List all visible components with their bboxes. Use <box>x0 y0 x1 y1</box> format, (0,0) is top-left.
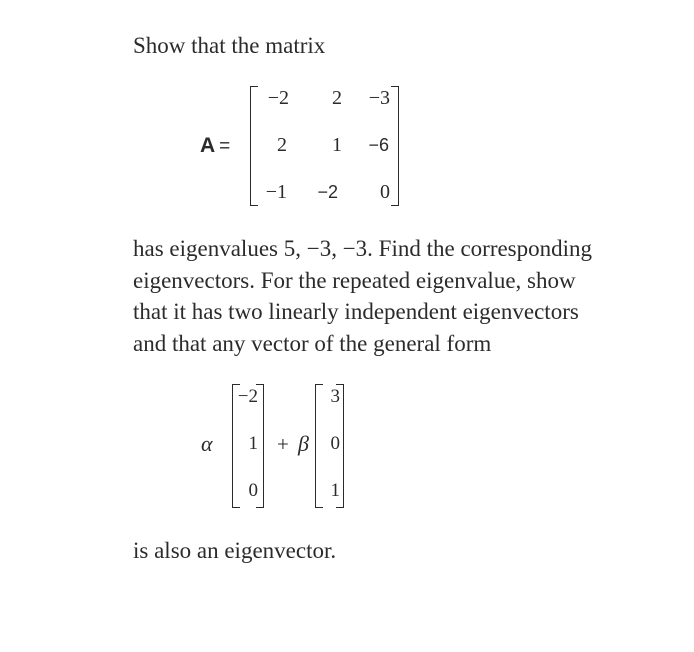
beta-symbol: β <box>298 431 309 456</box>
matrix-cell-r1c1: −2 <box>267 87 289 109</box>
problem-paragraph <box>133 233 663 359</box>
matrix-cell-r3c3: 0 <box>380 181 390 203</box>
closing-text: is also an eigenvector. <box>133 538 337 563</box>
matrix-cell-r2c3: −6 <box>368 135 389 155</box>
matrix-cell-r2c2: 1 <box>332 134 342 156</box>
intro-text: Show that the matrix <box>133 33 326 58</box>
paragraph-line-3: that it has two linearly independent eigenvectors <box>133 299 579 324</box>
matrix-cell-r3c1: −1 <box>265 181 287 203</box>
matrix-cell-r1c2: 2 <box>332 87 342 109</box>
equals-sign: = <box>219 136 231 157</box>
vector1-row2: 1 <box>248 433 258 454</box>
vector2-row2: 0 <box>330 433 340 454</box>
vector2-row1: 3 <box>330 386 340 407</box>
paragraph-line-1: has eigenvalues 5, −3, −3. Find the corresponding <box>133 236 593 261</box>
matrix-symbol: A <box>200 134 216 157</box>
vector1-row3: 0 <box>248 480 258 501</box>
alpha-symbol: α <box>201 431 213 456</box>
matrix-cell-r1c3: −3 <box>368 87 390 109</box>
plus-sign: + <box>277 432 289 456</box>
vector1-row1: −2 <box>237 386 258 407</box>
matrix-right-bracket <box>391 86 399 206</box>
matrix-cell-r2c1: 2 <box>277 134 287 156</box>
paragraph-line-4: and that any vector of the general form <box>133 330 492 356</box>
vector2-row3: 1 <box>330 480 340 501</box>
matrix-label <box>200 133 230 158</box>
matrix-cell-r3c2: −2 <box>317 182 338 202</box>
paragraph-line-2: eigenvectors. For the repeated eigenvalue, show <box>133 267 576 293</box>
